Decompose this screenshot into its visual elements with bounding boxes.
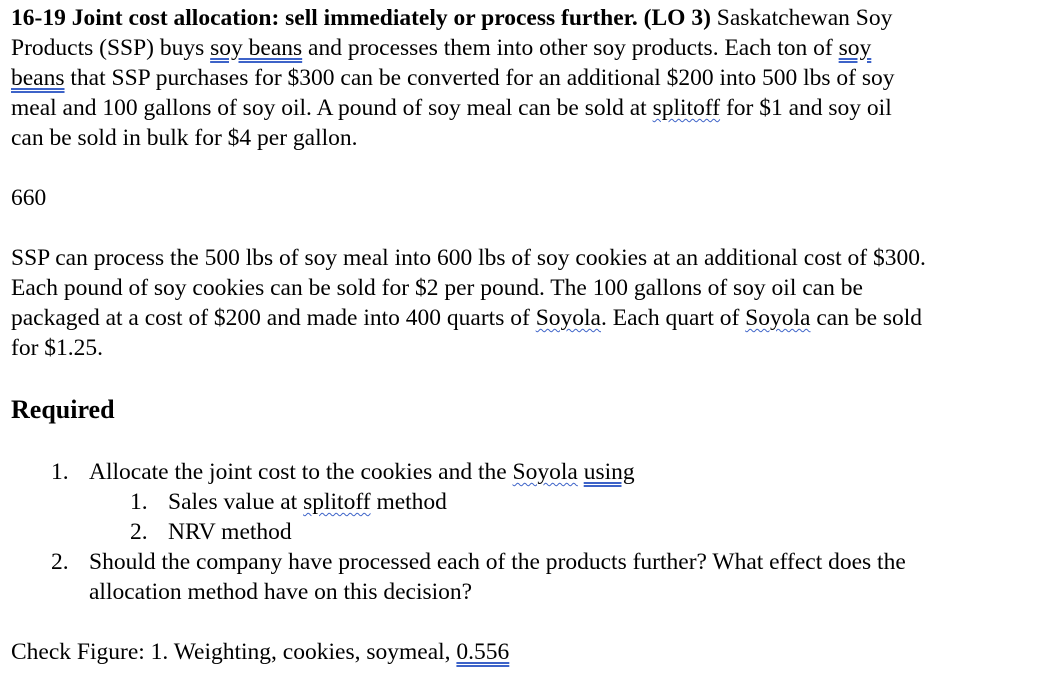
check-figure: Check Figure: 1. Weighting, cookies, soymeal, 0.556 (11, 639, 510, 665)
spelling-mark[interactable]: Soyola (512, 459, 578, 485)
spelling-mark[interactable]: splitoff (303, 489, 371, 515)
grammar-mark[interactable]: soy (838, 35, 872, 61)
intro-line-5: can be sold in bulk for $4 per gallon. (11, 125, 358, 151)
list-item: 1. Sales value at splitoff method (130, 489, 447, 515)
intro-line-4: meal and 100 gallons of soy oil. A pound of soy meal can be sold at splitoff for $1 and soy oil (11, 95, 892, 121)
intro-line-1: 16-19 Joint cost allocation: sell immediately or process further. (LO 3) Saskatchewan Soy (11, 5, 893, 31)
list-item: 2. Should the company have processed each of the products further? What effect does the allocation method have on this decision? (51, 549, 906, 605)
required-heading: Required (11, 395, 115, 424)
grammar-mark[interactable]: beans (11, 65, 65, 91)
spelling-mark[interactable]: splitoff (652, 95, 721, 121)
list-item: 1. Allocate the joint cost to the cookies and the Soyola using (51, 459, 635, 485)
grammar-mark[interactable]: using (583, 459, 635, 485)
spelling-mark[interactable]: Soyola (745, 305, 811, 331)
problem-intro (11, 3, 1043, 153)
intro-line-3: beans that SSP purchases for $300 can be converted for an additional $200 into 500 lbs of soy (11, 65, 895, 91)
grammar-mark[interactable]: soy beans (210, 35, 303, 61)
page-number: 660 (11, 185, 47, 211)
grammar-mark[interactable]: 0.556 (456, 639, 510, 665)
paragraph-2: SSP can process the 500 lbs of soy meal into 600 lbs of soy cookies at an additional cost of $300. Each pound of soy cookies can be sold for $2 per pound. The 100 gallons of soy oil can be packaged at a cost of $200 and made into 400 quarts of Soyola. Each quart of Soyola can be sold for $1.25. (11, 245, 926, 361)
list-item: 2. NRV method (130, 519, 292, 545)
problem-title: 16-19 Joint cost allocation: sell immediately or process further. (LO 3) (11, 5, 711, 31)
spelling-mark[interactable]: Soyola (535, 305, 601, 331)
intro-line-2: Products (SSP) buys soy beans and processes them into other soy products. Each ton of soy (11, 35, 872, 61)
